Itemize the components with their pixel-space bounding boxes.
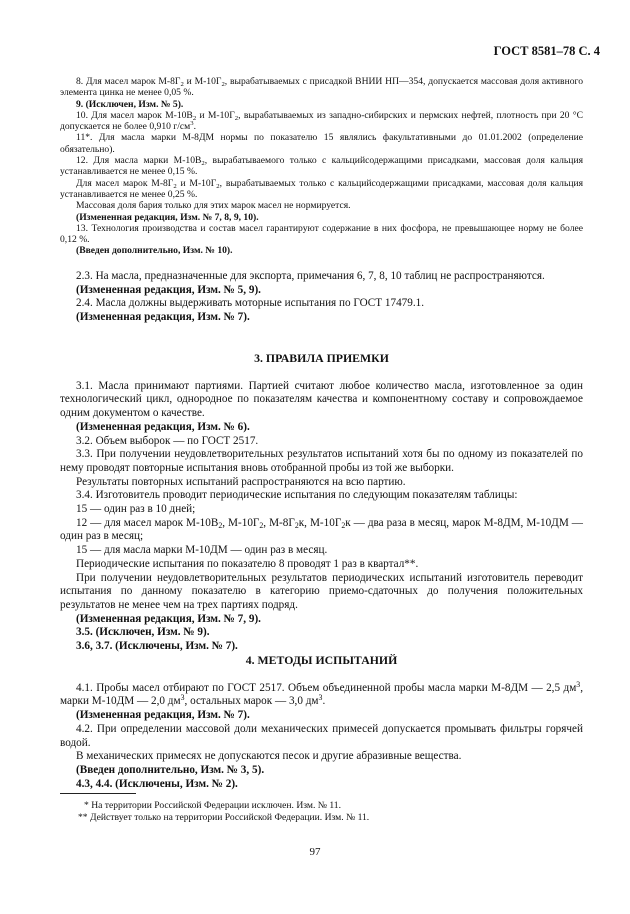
periodic-tests: Периодические испытания по показателю 8 проводят 1 раз в квартал**.	[76, 557, 419, 570]
note-12-continued: Для масел марок $М-8Г_2$ и $М-10Г_2$, вырабатываемых только с кальцийсодержащими присадками, массовая доля кальция устанавливается не менее 0,25 %.	[60, 177, 583, 200]
note-8: 8. Для масел марок $М-8Г_2$ и $М-10Г_2$, вырабатываемых с присадкой ВНИИ НП—354, допускается массовая доля активного элемента цинка не менее 0,05 %.	[60, 76, 583, 99]
clause-2-4: 2.4. Масла должны выдерживать моторные испытания по ГОСТ 17479.1.	[76, 297, 425, 310]
clause-3-5: 3.5. (Исключен, Изм. № 9).	[76, 626, 210, 639]
clause-4-2-edition: (Введен дополнительно, Изм. № 3, 5).	[76, 763, 265, 776]
section-3-title: 3. ПРАВИЛА ПРИЕМКИ	[254, 351, 389, 365]
note-edition-2: (Введен дополнительно, Изм. № 10).	[76, 245, 233, 257]
section-4	[60, 654, 583, 791]
clause-3-6: 3.6, 3.7. (Исключены, Изм. № 7).	[76, 640, 238, 653]
clause-2-4-edition: (Измененная редакция, Изм. № 7).	[76, 311, 250, 324]
clause-2-3-edition: (Измененная редакция, Изм. № 5, 9).	[76, 283, 261, 296]
note-12: 12. Для масла марки $М-10В_2$, вырабатываемого только с кальцийсодержащими присадками, массовая доля кальция устанавливается не менее 0,15 %.	[60, 155, 583, 178]
section-4-title: 4. МЕТОДЫ ИСПЫТАНИЙ	[245, 653, 398, 667]
note-9: 9. (Исключен, Изм. № 5).	[76, 98, 184, 110]
periodic-fail: При получении неудовлетворительных результатов периодических испытаний изготовитель переводит испытания по данному показателю в категорию приемо-сдаточных до получения положительных результатов не менее чем на трех партиях подряд.	[60, 571, 583, 611]
clause-4-2: 4.2. При определении массовой доли механических примесей допускается промывать фильтры горячей водой.	[60, 722, 583, 749]
section-3	[60, 352, 583, 654]
clause-4-1-edition: (Измененная редакция, Изм. № 7).	[76, 709, 250, 722]
item-15: 15 — один раз в 10 дней;	[76, 503, 196, 516]
table-notes	[60, 76, 583, 257]
note-10: 10. Для масел марок $М-10В_2$ и $М-10Г_2$, вырабатываемых из западно-сибирских и пермских нефтей, плотность при 20 °С допускается не более 0,910 $г/см^3$.	[60, 109, 583, 133]
clause-3-1: 3.1. Масла принимают партиями. Партией считают любое количество масла, изготовленное за один технологический цикл, однородное по показателям качества и компонентному составу и сопровождаемое одним документом о качестве.	[60, 379, 583, 420]
clause-3-1-edition: (Измененная редакция, Изм. № 6).	[76, 420, 250, 433]
clause-4-1: 4.1. Пробы масел отбирают по ГОСТ 2517. Объем объединенной пробы масла марки М-8ДМ — 2,5 $дм^3$, марки М-10ДМ — 2,0 $дм^3$, остальных марок — 3,0 $дм^3$.	[60, 679, 583, 708]
item-12: 12 — для масел марок $М-10В_2$, $М-10Г_2$, $М-8Г_2к$, $М-10Г_2к$ — два раза в месяц, марок М-8ДМ, М-10ДМ — один раз в месяц;	[60, 516, 583, 543]
clause-3-3: 3.3. При получении неудовлетворительных результатов испытаний хотя бы по одному из показателей по нему проводят повторные испытания вновь отобранной пробы из той же выборки.	[60, 448, 583, 474]
clause-3-2: 3.2. Объем выборок — по ГОСТ 2517.	[76, 434, 259, 447]
note-barium: Массовая доля бария только для этих марок масел не нормируется.	[76, 200, 351, 212]
clause-3-4-edition: (Измененная редакция, Изм. № 7, 9).	[76, 612, 261, 625]
footnote-2: ** Действует только на территории Российской Федерации. Изм. № 11.	[78, 811, 370, 823]
footnote-1: * На территории Российской Федерации исключен. Изм. № 11.	[84, 800, 341, 811]
page-number: 97	[309, 846, 321, 858]
footnotes	[60, 800, 583, 823]
clause-2-3: 2.3. На масла, предназначенные для экспорта, примечания 6, 7, 8, 10 таблиц не распространяются.	[76, 270, 545, 282]
page-header: ГОСТ 8581–78 С. 4	[493, 44, 600, 58]
clause-3-3-continued: Результаты повторных испытаний распространяются на всю партию.	[76, 475, 406, 488]
note-edition-1: (Измененная редакция, Изм. № 7, 8, 9, 10).	[76, 211, 259, 223]
note-11: 11*. Для масла марки М-8ДМ нормы по показателю 15 являлись факультативными до 01.01.2002 (определение обязательно).	[60, 132, 583, 155]
section-2-tail	[60, 270, 583, 325]
clause-3-4: 3.4. Изготовитель проводит периодические испытания по следующим показателям таблицы:	[76, 489, 518, 502]
note-13: 13. Технология производства и состав масел гарантируют содержание в них фосфора, не превышающее норму не более 0,12 %.	[60, 222, 583, 246]
clause-4-2-continued: В механических примесях не допускаются песок и другие абразивные вещества.	[76, 750, 462, 763]
item-15-m10dm: 15 — для масла марки М-10ДМ — один раз в месяц.	[76, 544, 328, 557]
clause-4-3: 4.3, 4.4. (Исключены, Изм. № 2).	[76, 777, 238, 790]
footnote-divider	[60, 793, 136, 794]
